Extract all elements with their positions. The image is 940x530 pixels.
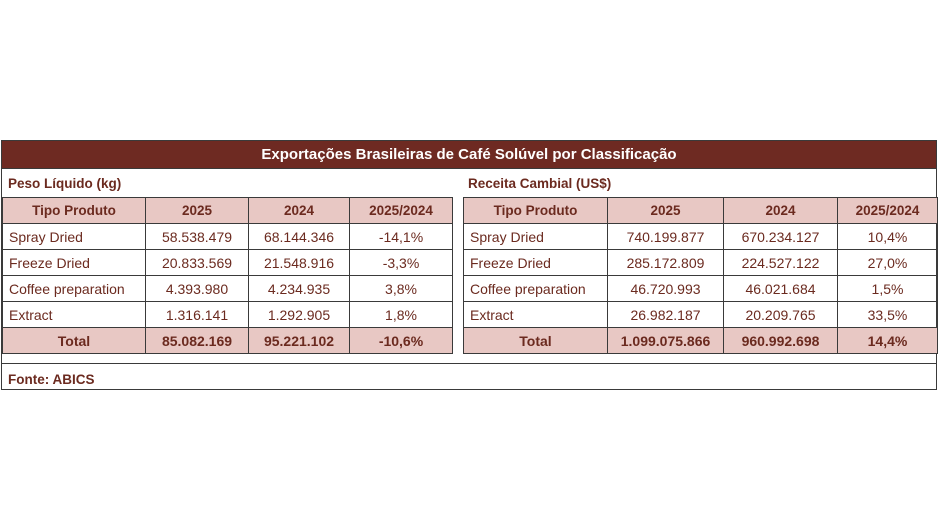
column-header: 2025 [146,198,249,224]
divider [2,363,936,364]
total-value: 960.992.698 [724,328,838,354]
change-cell: 33,5% [838,302,938,328]
product-cell: Freeze Dried [464,250,608,276]
table-header-row [464,198,938,224]
value-cell: 4.393.980 [146,276,249,302]
value-cell: 1.316.141 [146,302,249,328]
table-row [3,302,453,328]
revenue-table [463,197,938,354]
source-note: Fonte: ABICS [8,372,95,387]
table-row [3,250,453,276]
column-header: 2024 [724,198,838,224]
change-cell: 1,8% [350,302,453,328]
product-cell: Freeze Dried [3,250,146,276]
table-row [464,302,938,328]
column-header: 2025/2024 [838,198,938,224]
table-title: Exportações Brasileiras de Café Solúvel por Classificação [2,141,936,169]
total-row [464,328,938,354]
value-cell: 4.234.935 [249,276,350,302]
table-row [464,276,938,302]
column-header: 2025/2024 [350,198,453,224]
total-label: Total [3,328,146,354]
value-cell: 58.538.479 [146,224,249,250]
left-section-title: Peso Líquido (kg) [8,176,122,191]
change-cell: 1,5% [838,276,938,302]
total-change: 14,4% [838,328,938,354]
table-frame [1,140,937,390]
product-cell: Extract [3,302,146,328]
product-cell: Coffee preparation [3,276,146,302]
change-cell: -14,1% [350,224,453,250]
column-header: 2025 [608,198,724,224]
change-cell: 3,8% [350,276,453,302]
value-cell: 21.548.916 [249,250,350,276]
value-cell: 20.833.569 [146,250,249,276]
column-header: Tipo Produto [464,198,608,224]
value-cell: 26.982.187 [608,302,724,328]
product-cell: Spray Dried [3,224,146,250]
total-value: 85.082.169 [146,328,249,354]
value-cell: 670.234.127 [724,224,838,250]
column-header: 2024 [249,198,350,224]
value-cell: 46.720.993 [608,276,724,302]
value-cell: 224.527.122 [724,250,838,276]
value-cell: 740.199.877 [608,224,724,250]
total-row [3,328,453,354]
product-cell: Extract [464,302,608,328]
total-label: Total [464,328,608,354]
table-row [3,224,453,250]
value-cell: 46.021.684 [724,276,838,302]
value-cell: 20.209.765 [724,302,838,328]
total-value: 95.221.102 [249,328,350,354]
change-cell: 10,4% [838,224,938,250]
table-row [464,250,938,276]
table-row [3,276,453,302]
product-cell: Spray Dried [464,224,608,250]
total-change: -10,6% [350,328,453,354]
change-cell: 27,0% [838,250,938,276]
value-cell: 285.172.809 [608,250,724,276]
change-cell: -3,3% [350,250,453,276]
total-value: 1.099.075.866 [608,328,724,354]
product-cell: Coffee preparation [464,276,608,302]
right-section-title: Receita Cambial (US$) [468,176,612,191]
weight-table [2,197,453,354]
table-header-row [3,198,453,224]
column-header: Tipo Produto [3,198,146,224]
table-row [464,224,938,250]
value-cell: 1.292.905 [249,302,350,328]
value-cell: 68.144.346 [249,224,350,250]
